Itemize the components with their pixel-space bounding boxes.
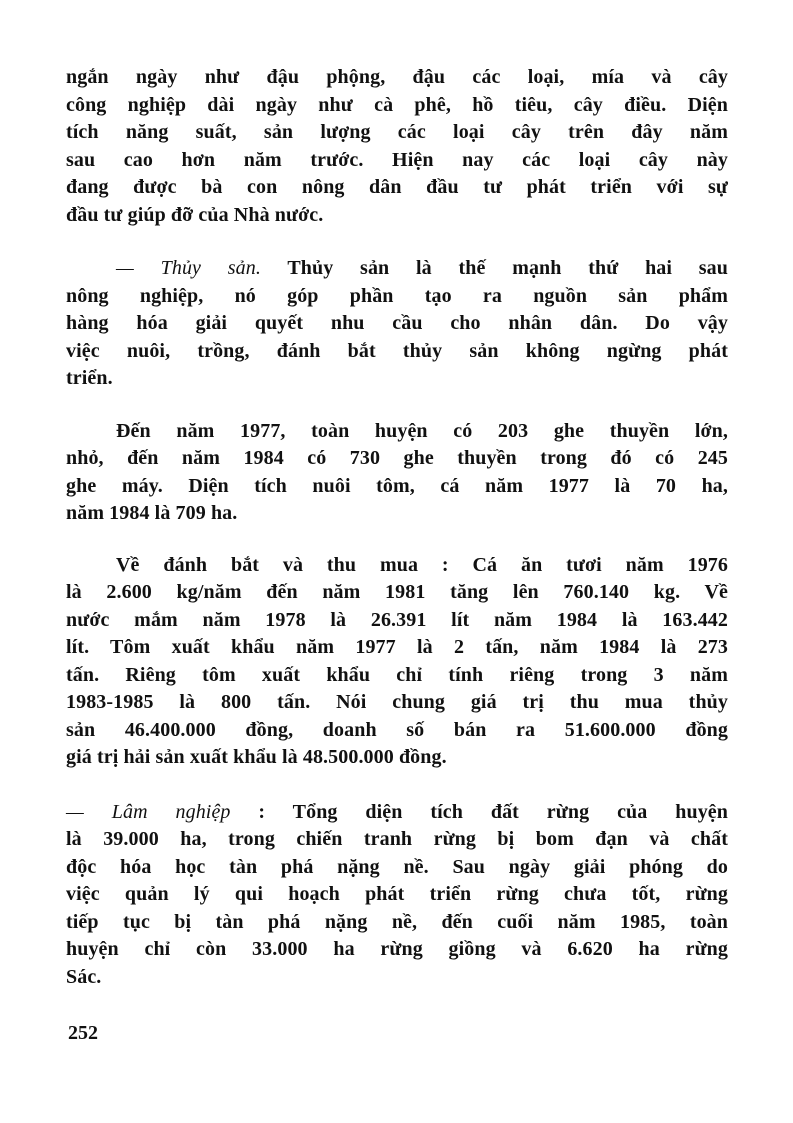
text-line: Đến năm 1977, toàn huyện có 203 ghe thuyền lớn,	[116, 419, 728, 442]
text-line: độc hóa học tàn phá nặng nề. Sau ngày giải phóng do	[66, 855, 728, 878]
text-fragment: Thủy sản là thế mạnh thứ hai sau	[260, 257, 728, 279]
text-line: là 2.600 kg/năm đến năm 1981 tăng lên 760.140 kg. Về	[66, 581, 728, 603]
text-line: sản 46.400.000 đồng, doanh số bán ra 51.600.000 đồng	[66, 718, 728, 741]
text-line: triển.	[66, 367, 113, 389]
text-line: huyện chỉ còn 33.000 ha rừng giồng và 6.620 ha rừng	[66, 938, 728, 960]
text-line: tiếp tục bị tàn phá nặng nề, đến cuối năm 1985, toàn	[66, 910, 728, 933]
text-line: Sác.	[66, 965, 102, 988]
text-line: ghe máy. Diện tích nuôi tôm, cá năm 1977 là 70 ha,	[66, 474, 728, 497]
text-line: việc nuôi, trồng, đánh bắt thủy sản không ngừng phát	[66, 339, 728, 362]
text-line: ngắn ngày như đậu phộng, đậu các loại, mía và cây	[66, 66, 728, 88]
text-line: tấn. Riêng tôm xuất khẩu chỉ tính riêng trong 3 năm	[66, 663, 728, 686]
page-number: 252	[68, 1022, 98, 1044]
paragraph-boats	[66, 418, 728, 528]
paragraph-fisheries	[66, 255, 728, 393]
text-line: là 39.000 ha, trong chiến tranh rừng bị bom đạn và chất	[66, 828, 728, 850]
text-fragment: : Tổng diện tích đất rừng của huyện	[230, 800, 728, 823]
text-line: lít. Tôm xuất khẩu năm 1977 là 2 tấn, năm 1984 là 273	[66, 636, 728, 658]
paragraph-crops	[66, 64, 728, 229]
section-heading-fisheries: — Thủy sản.	[116, 257, 261, 279]
paragraph-catch-purchase	[66, 552, 728, 772]
text-line	[66, 255, 728, 283]
text-line: công nghiệp dài ngày như cà phê, hồ tiêu, cây điều. Diện	[66, 93, 728, 116]
paragraph-forestry	[66, 799, 728, 992]
text-line: sau cao hơn năm trước. Hiện nay các loại cây này	[66, 148, 728, 171]
text-line: đầu tư giúp đỡ của Nhà nước.	[66, 203, 324, 226]
text-line: việc quản lý qui hoạch phát triển rừng chưa tốt, rừng	[66, 883, 728, 905]
text-line: hàng hóa giải quyết nhu cầu cho nhân dân. Do vậy	[66, 312, 728, 334]
text-line: nhỏ, đến năm 1984 có 730 ghe thuyền trong đó có 245	[66, 447, 728, 469]
text-line	[66, 799, 728, 827]
book-page	[66, 64, 728, 991]
text-line: đang được bà con nông dân đầu tư phát triển với sự	[66, 176, 728, 198]
text-line: 1983-1985 là 800 tấn. Nói chung giá trị thu mua thủy	[66, 691, 728, 713]
text-line: nông nghiệp, nó góp phần tạo ra nguồn sản phẩm	[66, 284, 728, 307]
text-line: Về đánh bắt và thu mua : Cá ăn tươi năm 1976	[116, 553, 728, 576]
text-line: năm 1984 là 709 ha.	[66, 502, 238, 524]
text-line: nước mắm năm 1978 là 26.391 lít năm 1984 là 163.442	[66, 608, 728, 631]
section-heading-forestry: — Lâm nghiệp	[66, 800, 231, 823]
text-line: giá trị hải sản xuất khẩu là 48.500.000 đồng.	[66, 746, 447, 768]
text-line: tích năng suất, sản lượng các loại cây trên đây năm	[66, 121, 728, 143]
